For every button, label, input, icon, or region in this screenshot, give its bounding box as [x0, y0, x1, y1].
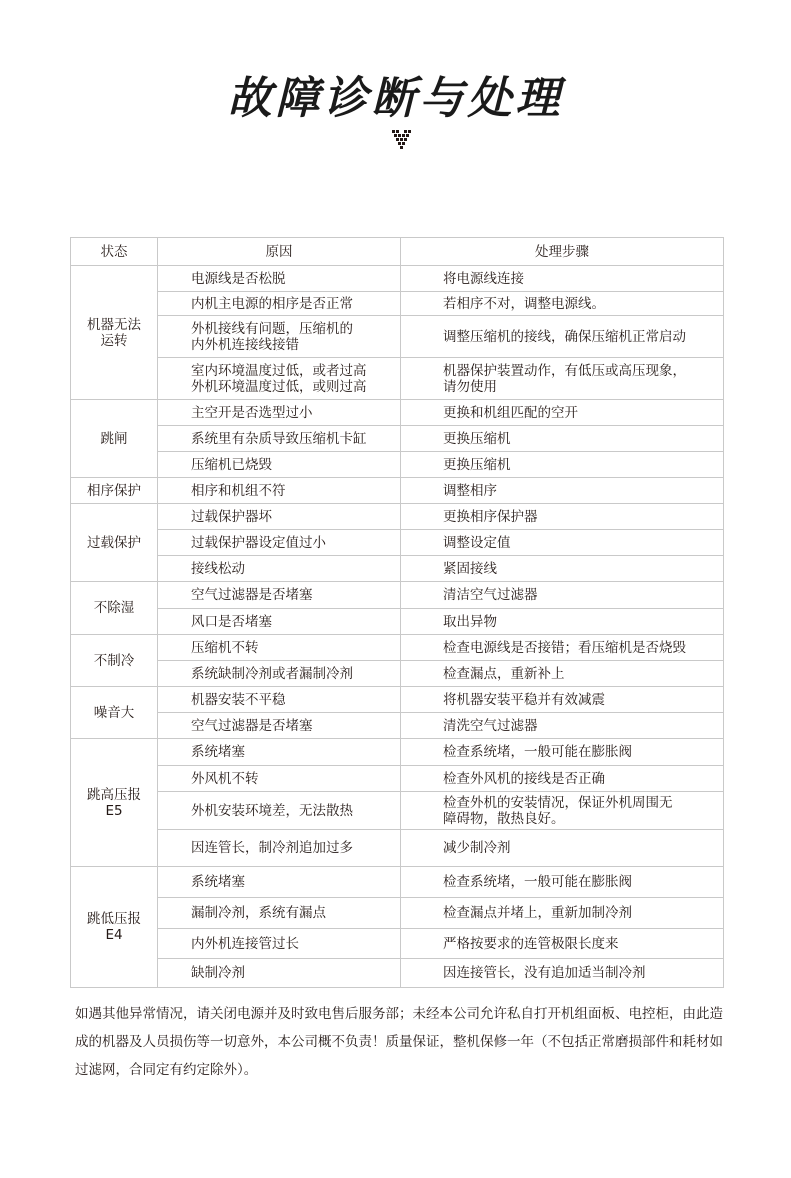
table-row [71, 687, 724, 713]
fix-cell: 更换相序保护器 [401, 504, 724, 530]
cause-cell: 过载保护器坏 [158, 504, 401, 530]
header-cause: 原因 [158, 238, 401, 266]
footer-note: 如遇其他异常情况，请关闭电源并及时致电售后服务部；未经本公司允许私自打开机组面板、电控柜，由此造成的机器及人员损伤等一切意外，本公司概不负责！质量保证，整机保修一年（不包括正常磨损部件和耗材如过滤网，合同定有约定除外）。 [75, 1006, 723, 1078]
table-header-row [71, 238, 724, 266]
table-row [71, 426, 724, 452]
fix-cell: 更换压缩机 [401, 426, 724, 452]
fix-cell: 清洁空气过滤器 [401, 582, 724, 609]
table-row [71, 358, 724, 400]
table-row [71, 316, 724, 358]
troubleshooting-table [70, 237, 724, 988]
cause-cell: 系统堵塞 [158, 867, 401, 898]
cause-cell: 系统堵塞 [158, 739, 401, 766]
cause-cell: 风口是否堵塞 [158, 609, 401, 635]
fix-cell: 机器保护装置动作，有低压或高压现象， 请勿使用 [401, 358, 724, 400]
status-cell: 机器无法运转 [71, 266, 158, 400]
fix-cell: 更换和机组匹配的空开 [401, 400, 724, 426]
fix-cell: 调整设定值 [401, 530, 724, 556]
table-row [71, 609, 724, 635]
table-row [71, 792, 724, 830]
cause-cell: 缺制冷剂 [158, 959, 401, 988]
fix-cell: 检查漏点，重新补上 [401, 661, 724, 687]
fix-cell: 检查外机的安装情况，保证外机周围无 障碍物，散热良好。 [401, 792, 724, 830]
table-row [71, 929, 724, 959]
cause-cell: 因连管长，制冷剂追加过多 [158, 830, 401, 867]
cause-cell: 外机接线有问题，压缩机的 内外机连接线接错 [158, 316, 401, 358]
fix-cell: 更换压缩机 [401, 452, 724, 478]
status-cell: 相序保护 [71, 478, 158, 504]
table-row [71, 582, 724, 609]
table-row [71, 766, 724, 792]
cause-cell: 系统里有杂质导致压缩机卡缸 [158, 426, 401, 452]
cause-cell: 主空开是否选型过小 [158, 400, 401, 426]
fix-cell: 若相序不对，调整电源线。 [401, 292, 724, 316]
fix-cell: 紧固接线 [401, 556, 724, 582]
table-row [71, 478, 724, 504]
table-row [71, 867, 724, 898]
cause-cell: 空气过滤器是否堵塞 [158, 582, 401, 609]
fix-cell: 调整压缩机的接线，确保压缩机正常启动 [401, 316, 724, 358]
status-cell: 不除湿 [71, 582, 158, 635]
cause-cell: 空气过滤器是否堵塞 [158, 713, 401, 739]
fix-cell: 检查电源线是否接错；看压缩机是否烧毁 [401, 635, 724, 661]
table-row [71, 739, 724, 766]
cause-cell: 内外机连接管过长 [158, 929, 401, 959]
fix-cell: 清洗空气过滤器 [401, 713, 724, 739]
header-status: 状态 [71, 238, 158, 266]
table-row [71, 661, 724, 687]
cause-cell: 电源线是否松脱 [158, 266, 401, 292]
fix-cell: 因连接管长，没有追加适当制冷剂 [401, 959, 724, 988]
cause-cell: 室内环境温度过低，或者过高 外机环境温度过低，或则过高 [158, 358, 401, 400]
table-row [71, 400, 724, 426]
status-cell: 噪音大 [71, 687, 158, 739]
fix-cell: 将电源线连接 [401, 266, 724, 292]
fix-cell: 检查系统堵，一般可能在膨胀阀 [401, 739, 724, 766]
status-cell: 不制冷 [71, 635, 158, 687]
status-cell: 跳闸 [71, 400, 158, 478]
table-row [71, 452, 724, 478]
fix-cell: 检查漏点并堵上，重新加制冷剂 [401, 898, 724, 929]
fix-cell: 取出异物 [401, 609, 724, 635]
cause-cell: 相序和机组不符 [158, 478, 401, 504]
fix-cell: 严格按要求的连管极限长度来 [401, 929, 724, 959]
cause-cell: 接线松动 [158, 556, 401, 582]
table-row [71, 292, 724, 316]
fix-cell: 检查外风机的接线是否正确 [401, 766, 724, 792]
cause-cell: 过载保护器设定值过小 [158, 530, 401, 556]
table-row [71, 530, 724, 556]
cause-cell: 压缩机已烧毁 [158, 452, 401, 478]
table-row [71, 504, 724, 530]
table-row [71, 266, 724, 292]
status-cell: 跳低压报E4 [71, 867, 158, 988]
table-row [71, 635, 724, 661]
fix-cell: 将机器安装平稳并有效减震 [401, 687, 724, 713]
cause-cell: 外风机不转 [158, 766, 401, 792]
page-title: 故障诊断与处理 [227, 73, 564, 124]
fix-cell: 减少制冷剂 [401, 830, 724, 867]
header-fix: 处理步骤 [401, 238, 724, 266]
cause-cell: 漏制冷剂，系统有漏点 [158, 898, 401, 929]
chevron-dots-icon [392, 130, 412, 152]
table-row [71, 556, 724, 582]
fix-cell: 检查系统堵，一般可能在膨胀阀 [401, 867, 724, 898]
table-row [71, 898, 724, 929]
table-row [71, 713, 724, 739]
table-row [71, 959, 724, 988]
cause-cell: 系统缺制冷剂或者漏制冷剂 [158, 661, 401, 687]
cause-cell: 内机主电源的相序是否正常 [158, 292, 401, 316]
cause-cell: 机器安装不平稳 [158, 687, 401, 713]
status-cell: 过载保护 [71, 504, 158, 582]
cause-cell: 外机安装环境差，无法散热 [158, 792, 401, 830]
cause-cell: 压缩机不转 [158, 635, 401, 661]
table-row [71, 830, 724, 867]
fix-cell: 调整相序 [401, 478, 724, 504]
status-cell: 跳高压报E5 [71, 739, 158, 867]
